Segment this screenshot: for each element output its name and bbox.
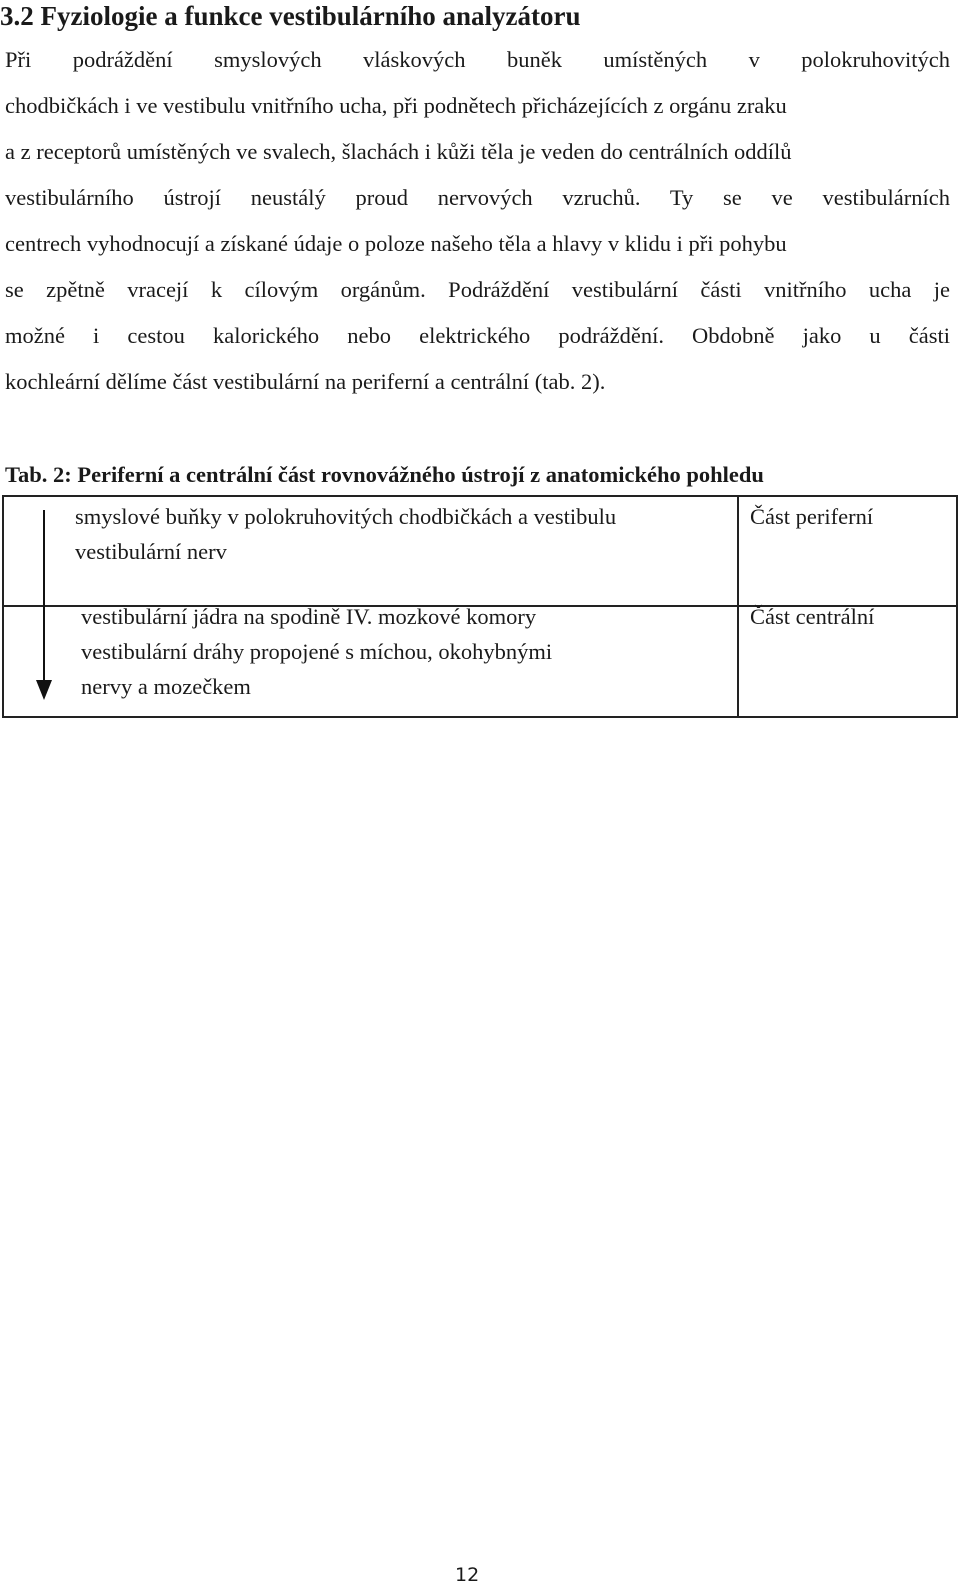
- table-cell-line: vestibulární dráhy propojené s míchou, okohybnými: [81, 639, 553, 664]
- table-cell-line: vestibulární jádra na spodině IV. mozkové komory: [81, 604, 537, 629]
- paragraph-line: Při podráždění smyslových vláskových buněk umístěných v polokruhovitých: [5, 47, 950, 72]
- table-cell-peripheral-content: [75, 499, 616, 569]
- table-cell-peripheral-label: Část periferní: [750, 504, 874, 529]
- table-caption: Tab. 2: Periferní a centrální část rovnovážného ústrojí z anatomického pohledu: [5, 462, 764, 487]
- table-cell-central-content: [81, 599, 552, 704]
- paragraph-line: možné i cestou kalorického nebo elektrického podráždění. Obdobně jako u části: [5, 323, 950, 348]
- table-cell-line: nervy a mozečkem: [81, 674, 251, 699]
- paragraph-line: vestibulárního ústrojí neustálý proud nervových vzruchů. Ty se ve vestibulárních: [5, 185, 950, 210]
- table-column-divider: [737, 495, 739, 718]
- table-cell-line: vestibulární nerv: [75, 539, 227, 564]
- paragraph-line: se zpětně vracejí k cílovým orgánům. Podráždění vestibulární části vnitřního ucha je: [5, 277, 950, 302]
- page-number: 12: [455, 1564, 480, 1586]
- table-cell-central-label: Část centrální: [750, 604, 875, 629]
- anatomy-table: [2, 495, 958, 718]
- body-paragraph: [5, 37, 950, 405]
- paragraph-line: kochleární dělíme část vestibulární na periferní a centrální (tab. 2).: [5, 369, 606, 394]
- down-arrow-icon: [32, 510, 56, 700]
- paragraph-line: a z receptorů umístěných ve svalech, šlachách i kůži těla je veden do centrálních oddílů: [5, 139, 792, 164]
- paragraph-line: chodbičkách i ve vestibulu vnitřního ucha, při podnětech přicházejících z orgánu zraku: [5, 93, 787, 118]
- section-heading: 3.2 Fyziologie a funkce vestibulárního analyzátoru: [0, 1, 581, 31]
- table-cell-line: smyslové buňky v polokruhovitých chodbičkách a vestibulu: [75, 504, 617, 529]
- paragraph-line: centrech vyhodnocují a získané údaje o poloze našeho těla a hlavy v klidu i při pohybu: [5, 231, 787, 256]
